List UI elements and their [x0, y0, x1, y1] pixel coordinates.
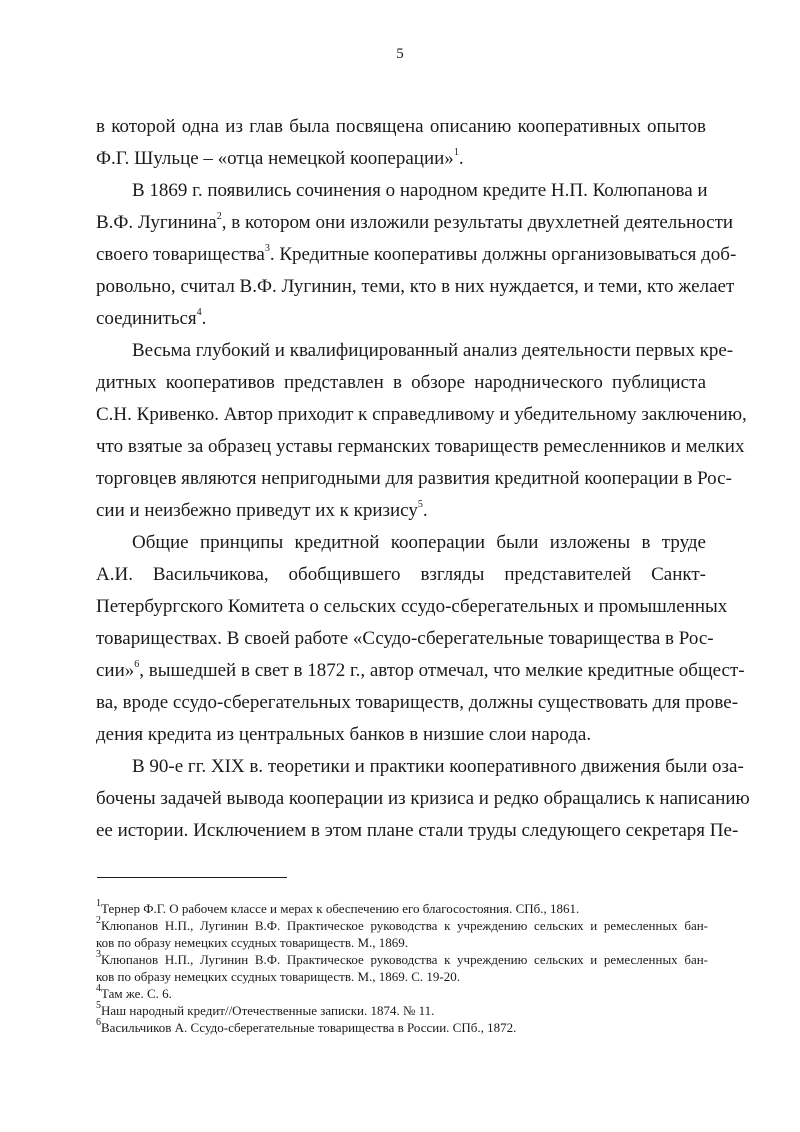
text-line: [96, 559, 706, 591]
text-line-content: Весьма глубокий и квалифицированный анализ деятельности первых кре-: [132, 340, 734, 361]
text-line-content: Общие принципы кредитной кооперации были изложены в труде: [132, 532, 706, 553]
footnote-reference: 1: [453, 146, 459, 158]
footnote-text: Тернер Ф.Г. О рабочем классе и мерах к обеспечению его благосостояния. СПб., 1861.: [101, 901, 580, 916]
text-line-continuation: .: [201, 308, 207, 329]
footnotes: [96, 897, 708, 1036]
text-line: [96, 623, 714, 655]
footnote-line: [96, 934, 708, 951]
text-line: [96, 687, 739, 719]
text-line-continuation: . Кредитные кооперативы должны организовываться доб-: [269, 244, 737, 265]
text-line-content: бочены задачей вывода кооперации из кризиса и редко обращались к написанию: [96, 788, 750, 809]
footnote-number: 1: [96, 897, 101, 909]
text-line-continuation: , в котором они изложили результаты двухлетней деятельности: [221, 212, 734, 233]
text-line: [96, 399, 747, 431]
footnote-number: 2: [96, 914, 101, 926]
text-line-continuation: .: [422, 500, 428, 521]
text-line: [96, 175, 706, 207]
text-line: [96, 431, 745, 463]
text-line-content: сии и неизбежно приведут их к кризису: [96, 500, 418, 521]
text-line: [96, 655, 745, 687]
text-line-content: Ф.Г. Шульце – «отца немецкой кооперации»: [96, 148, 454, 169]
text-line-content: дитных кооперативов представлен в обзоре народнического публициста: [96, 372, 706, 393]
text-line-content: в которой одна из глав была посвящена описанию кооперативных опытов: [96, 116, 706, 137]
text-line-content: своего товарищества: [96, 244, 265, 265]
text-line-continuation: .: [458, 148, 464, 169]
text-line-content: сии»: [96, 660, 135, 681]
text-line: [96, 719, 706, 751]
text-line: [96, 303, 706, 335]
footnote-line: [96, 897, 708, 917]
text-line: [96, 143, 706, 175]
footnote-number: 4: [96, 982, 101, 994]
footnote-text: Васильчиков А. Ссудо-сберегательные товарищества в России. СПб., 1872.: [101, 1020, 517, 1035]
text-line: [96, 335, 734, 367]
footnote-line: [96, 948, 708, 968]
main-text: [96, 111, 750, 847]
text-line-content: В 1869 г. появились сочинения о народном кредите Н.П. Колюпанова и: [132, 180, 708, 201]
text-line-content: что взятые за образец уставы германских товариществ ремесленников и мелких: [96, 436, 745, 457]
text-line: [96, 783, 750, 815]
text-line-content: ва, вроде ссудо-сберегательных товариществ, должны существовать для прове-: [96, 692, 739, 713]
text-line-content: В.Ф. Лугинина: [96, 212, 217, 233]
text-line-content: товариществах. В своей работе «Ссудо-сберегательные товарищества в Рос-: [96, 628, 714, 649]
footnote-text: ков по образу немецких ссудных товариществ. М., 1869.: [96, 935, 409, 950]
text-line-continuation: , вышедшей в свет в 1872 г., автор отмечал, что мелкие кредитные общест-: [139, 660, 745, 681]
text-line: [96, 239, 737, 271]
text-line: [96, 751, 744, 783]
text-line-content: А.И. Васильчикова, обобщившего взгляды представителей Санкт-: [96, 564, 706, 585]
footnote-line: [96, 1016, 708, 1036]
footnote-reference: 5: [417, 498, 423, 510]
text-line: [96, 207, 734, 239]
footnote-number: 5: [96, 999, 101, 1011]
footnote-line: [96, 914, 708, 934]
footnote-line: [96, 968, 708, 985]
page-number: 5: [396, 46, 404, 62]
text-line-content: соединиться: [96, 308, 197, 329]
text-line-content: ровольно, считал В.Ф. Лугинин, теми, кто в них нуждается, и теми, кто желает: [96, 276, 735, 297]
footnote-separator: [97, 877, 287, 878]
footnote-text: Наш народный кредит//Отечественные записки. 1874. № 11.: [101, 1003, 435, 1018]
footnote-line: [96, 982, 708, 1002]
footnote-text: ков по образу немецких ссудных товариществ. М., 1869. С. 19-20.: [96, 969, 461, 984]
footnote-text: Там же. С. 6.: [101, 986, 172, 1001]
text-line: [96, 815, 739, 847]
text-line: [96, 527, 706, 559]
footnote-text: Клюпанов Н.П., Лугинин В.Ф. Практическое руководства к учреждению сельских и ремесленных бан-: [101, 918, 708, 933]
text-line: [96, 495, 706, 527]
text-line: [96, 463, 732, 495]
text-line: [96, 271, 735, 303]
footnote-text: Клюпанов Н.П., Лугинин В.Ф. Практическое руководства к учреждению сельских и ремесленных бан-: [101, 952, 708, 967]
text-line-content: В 90-е гг. XIX в. теоретики и практики кооперативного движения были оза-: [132, 756, 744, 777]
text-line: [96, 367, 706, 399]
footnote-reference: 4: [196, 306, 202, 318]
footnote-reference: 6: [134, 658, 140, 670]
footnote-number: 3: [96, 948, 101, 960]
footnote-reference: 2: [216, 210, 222, 222]
text-line-content: дения кредита из центральных банков в низшие слои народа.: [96, 724, 592, 745]
footnote-number: 6: [96, 1016, 101, 1028]
footnote-line: [96, 999, 708, 1019]
text-line-content: С.Н. Кривенко. Автор приходит к справедливому и убедительному заключению,: [96, 404, 747, 425]
text-line-content: ее истории. Исключением в этом плане стали труды следующего секретаря Пе-: [96, 820, 739, 841]
text-line: [96, 111, 706, 143]
footnote-reference: 3: [264, 242, 270, 254]
text-line-content: Петербургского Комитета о сельских ссудо-сберегательных и промышленных: [96, 596, 728, 617]
text-line-content: торговцев являются непригодными для развития кредитной кооперации в Рос-: [96, 468, 732, 489]
text-line: [96, 591, 728, 623]
